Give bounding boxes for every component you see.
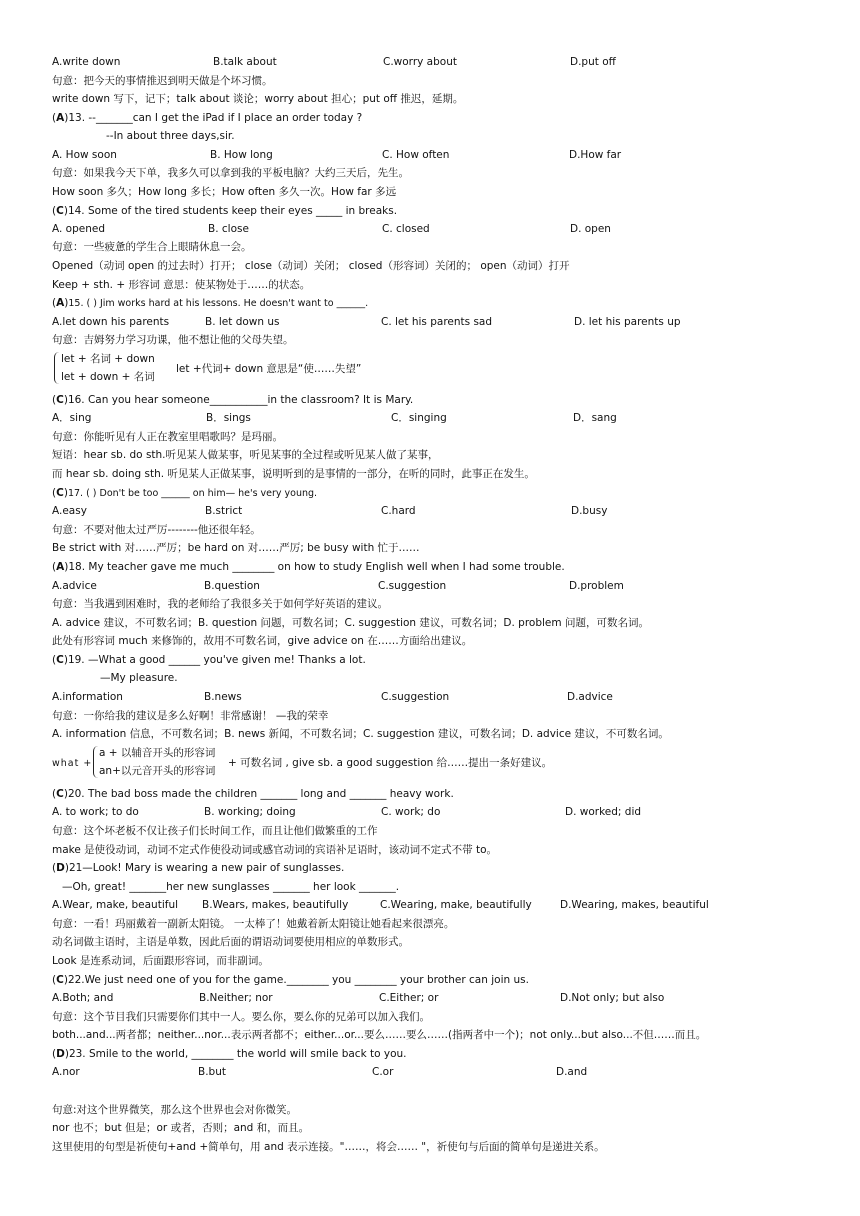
q16-stem: (C)16. Can you hear someone___________in the classroom? It is Mary. xyxy=(52,394,414,406)
q15-meaning: 句意：吉姆努力学习功课，他不想让他的父母失望。 xyxy=(52,334,294,346)
q21-stem: (D)21—Look! Mary is wearing a new pair of sunglasses. xyxy=(52,862,345,874)
q14-option-b: B. close xyxy=(208,223,249,235)
q14-note-2: Keep + sth. + 形容词 意思：使某物处于……的状态。 xyxy=(52,279,311,291)
q13-answer: A xyxy=(56,112,65,124)
q20-option-a: A. to work; to do xyxy=(52,806,139,818)
q15-brace-line-2: let + down + 名词 xyxy=(61,371,155,383)
q16-option-a: A．sing xyxy=(52,412,92,424)
q22-stem: (C)22.We just need one of you for the game.________ you ________ your brother can join us. xyxy=(52,974,529,986)
q14-option-d: D. open xyxy=(570,223,611,235)
q13-option-c: C. How often xyxy=(382,149,450,161)
q18-note-1: A. advice 建议，不可数名词；B. question 问题，可数名词；C. suggestion 建议，可数名词；D. problem 问题，可数名词。 xyxy=(52,617,649,629)
q22-meaning: 句意：这个节目我们只需要你们其中一人。要么你，要么你的兄弟可以加入我们。 xyxy=(52,1011,430,1023)
q22-note: both...and...两者都；neither...nor...表示两者都不；either...or...要么……要么……(指两者中一个)；not only...but also...不但……而且。 xyxy=(52,1029,707,1041)
q19-brace-line-2: an+以元音开头的形容词 xyxy=(99,765,216,777)
q12-option-d: D.put off xyxy=(570,56,616,68)
q21-option-c: C.Wearing, make, beautifully xyxy=(380,899,532,911)
q17-option-b: B.strict xyxy=(205,505,243,517)
q21-note-1: 动名词做主语时，主语是单数，因此后面的谓语动词要使用相应的单数形式。 xyxy=(52,936,409,948)
q23-note-2: 这里使用的句型是祈使句+and +简单句，用 and 表示连接。"……，将会…… "，祈使句与后面的简单句是递进关系。 xyxy=(52,1141,605,1153)
q18-meaning: 句意：当我遇到困难时，我的老师给了我很多关于如何学好英语的建议。 xyxy=(52,598,388,610)
q12-option-c: C.worry about xyxy=(383,56,457,68)
q15-note: let +代词+ down 意思是“使……失望” xyxy=(176,363,362,375)
q21-option-a: A.Wear, make, beautiful xyxy=(52,899,179,911)
q13-reply: --In about three days,sir. xyxy=(106,130,235,142)
q16-meaning: 句意：你能听见有人正在教室里唱歌吗？是玛丽。 xyxy=(52,431,283,443)
q22-option-d: D.Not only; but also xyxy=(560,992,665,1004)
q22-option-b: B.Neither; nor xyxy=(199,992,273,1004)
q20-option-d: D. worked; did xyxy=(565,806,642,818)
q16-option-b: B．sings xyxy=(206,412,251,424)
q20-meaning: 句意：这个坏老板不仅让孩子们长时间工作，而且让他们做繁重的工作 xyxy=(52,825,378,837)
q20-option-b: B. working; doing xyxy=(204,806,296,818)
q22-option-c: C.Either; or xyxy=(379,992,439,1004)
q19-option-b: B.news xyxy=(204,691,242,703)
q19-brace-line-1: a + 以辅音开头的形容词 xyxy=(99,747,216,759)
q14-meaning: 句意：一些疲惫的学生合上眼睛休息一会。 xyxy=(52,241,252,253)
q16-answer: C xyxy=(56,394,64,406)
q23-stem: (D)23. Smile to the world, ________ the world will smile back to you. xyxy=(52,1048,407,1060)
q16-option-c: C．singing xyxy=(391,412,447,424)
q23-option-c: C.or xyxy=(372,1066,394,1078)
q21-option-b: B.Wears, makes, beautifully xyxy=(202,899,349,911)
q17-option-d: D.busy xyxy=(571,505,608,517)
q21-reply: —Oh, great! _______her new sunglasses _______ her look _______. xyxy=(62,881,400,893)
q23-option-a: A.nor xyxy=(52,1066,80,1078)
q12-option-a: A.write down xyxy=(52,56,121,68)
q16-option-d: D．sang xyxy=(573,412,617,424)
q19-option-d: D.advice xyxy=(567,691,613,703)
q18-option-c: C.suggestion xyxy=(378,580,447,592)
q13-option-a: A. How soon xyxy=(52,149,117,161)
q15-option-b: B. let down us xyxy=(205,316,280,328)
q18-stem: (A)18. My teacher gave me much ________ on how to study English well when I had some trouble. xyxy=(52,561,565,573)
q20-stem: (C)20. The bad boss made the children _______ long and _______ heavy work. xyxy=(52,788,454,800)
q14-stem: (C)14. Some of the tired students keep their eyes _____ in breaks. xyxy=(52,205,398,217)
q21-option-d: D.Wearing, makes, beautiful xyxy=(560,899,709,911)
q16-note-1: 短语：hear sb. do sth.听见某人做某事，听见某事的全过程或听见某人做了某事， xyxy=(52,449,439,461)
q12-meaning: 句意：把今天的事情推迟到明天做是个坏习惯。 xyxy=(52,75,273,87)
q18-option-b: B.question xyxy=(204,580,260,592)
q15-brace xyxy=(54,352,60,384)
q19-what-label: what + xyxy=(52,758,93,769)
q21-meaning: 句意：一看！玛丽戴着一副新太阳镜。 一太棒了！她戴着新太阳镜让她看起来很漂亮。 xyxy=(52,918,455,930)
q22-answer: C xyxy=(56,974,64,986)
q23-meaning: 句意:对这个世界微笑，那么这个世界也会对你微笑。 xyxy=(52,1104,298,1116)
q14-option-a: A. opened xyxy=(52,223,106,235)
q16-note-2: 而 hear sb. doing sth. 听见某人正做某事，说明听到的是事情的一部分，在听的同时，此事正在发生。 xyxy=(52,468,535,480)
q19-stem: (C)19. —What a good ______ you've given me! Thanks a lot. xyxy=(52,654,366,666)
q15-brace-line-1: let + 名词 + down xyxy=(61,353,155,365)
q19-option-c: C.suggestion xyxy=(381,691,450,703)
q15-option-c: C. let his parents sad xyxy=(381,316,493,328)
q21-answer: D xyxy=(56,862,65,874)
q19-meaning: 句意：一你给我的建议是多么好啊！非常感谢！ —我的荣幸 xyxy=(52,710,329,722)
q19-note-1: A. information 信息，不可数名词；B. news 新闻，不可数名词；C. suggestion 建议，可数名词；D. advice 建议，不可数名词。 xyxy=(52,728,669,740)
q18-answer: A xyxy=(56,561,65,573)
q13-meaning: 句意：如果我今天下单，我多久可以拿到我的平板电脑？大约三天后，先生。 xyxy=(52,167,409,179)
q19-option-a: A.information xyxy=(52,691,123,703)
q22-option-a: A.Both; and xyxy=(52,992,114,1004)
q23-option-b: B.but xyxy=(198,1066,226,1078)
q14-note-1: Opened（动词 open 的过去时）打开； close（动词）关闭； closed（形容词）关闭的； open（动词）打开 xyxy=(52,260,570,272)
q20-option-c: C. work; do xyxy=(381,806,441,818)
q18-note-2: 此处有形容词 much 来修饰的，故用不可数名词，give advice on 在……方面给出建议。 xyxy=(52,635,473,647)
q12-note: write down 写下，记下；talk about 谈论；worry about 担心；put off 推迟，延期。 xyxy=(52,93,464,105)
q17-note: Be strict with 对……严厉；be hard on 对……严厉; be busy with 忙于…… xyxy=(52,542,420,554)
q18-option-d: D.problem xyxy=(569,580,624,592)
q17-meaning: 句意：不要对他太过严厉--------他还很年轻。 xyxy=(52,524,261,536)
q13-option-d: D.How far xyxy=(569,149,622,161)
q23-note-1: nor 也不；but 但是；or 或者，否则；and 和，而且。 xyxy=(52,1122,310,1134)
q15-option-a: A.let down his parents xyxy=(52,316,170,328)
q20-note: make 是使役动词，动词不定式作使役动词或感官动词的宾语补足语时，该动词不定式不带 to。 xyxy=(52,844,498,856)
q23-answer: D xyxy=(56,1048,65,1060)
q13-option-b: B. How long xyxy=(210,149,273,161)
q17-option-a: A.easy xyxy=(52,505,87,517)
q17-answer: C xyxy=(56,487,64,499)
q17-option-c: C.hard xyxy=(381,505,416,517)
q21-note-2: Look 是连系动词，后面跟形容词，而非副词。 xyxy=(52,955,269,967)
q13-note: How soon 多久；How long 多长；How often 多久一次。How far 多远 xyxy=(52,186,397,198)
q17-stem: (C)17. ( ) Don't be too ______ on him— he's very young. xyxy=(52,487,318,499)
q15-stem: (A)15. ( ) Jim works hard at his lessons. He doesn't want to ______. xyxy=(52,297,369,309)
q13-stem: (A)13. --_______can I get the iPad if I place an order today ? xyxy=(52,112,363,124)
q23-option-d: D.and xyxy=(556,1066,588,1078)
q19-note-2: + 可数名词 , give sb. a good suggestion 给……提出一条好建议。 xyxy=(228,757,553,769)
q12-option-b: B.talk about xyxy=(213,56,277,68)
q14-answer: C xyxy=(56,205,64,217)
q19-answer: C xyxy=(56,654,64,666)
q15-answer: A xyxy=(56,297,65,309)
q20-answer: C xyxy=(56,788,64,800)
q19-reply: —My pleasure. xyxy=(100,672,178,684)
q18-option-a: A.advice xyxy=(52,580,97,592)
q14-option-c: C. closed xyxy=(382,223,430,235)
q15-option-d: D. let his parents up xyxy=(574,316,681,328)
